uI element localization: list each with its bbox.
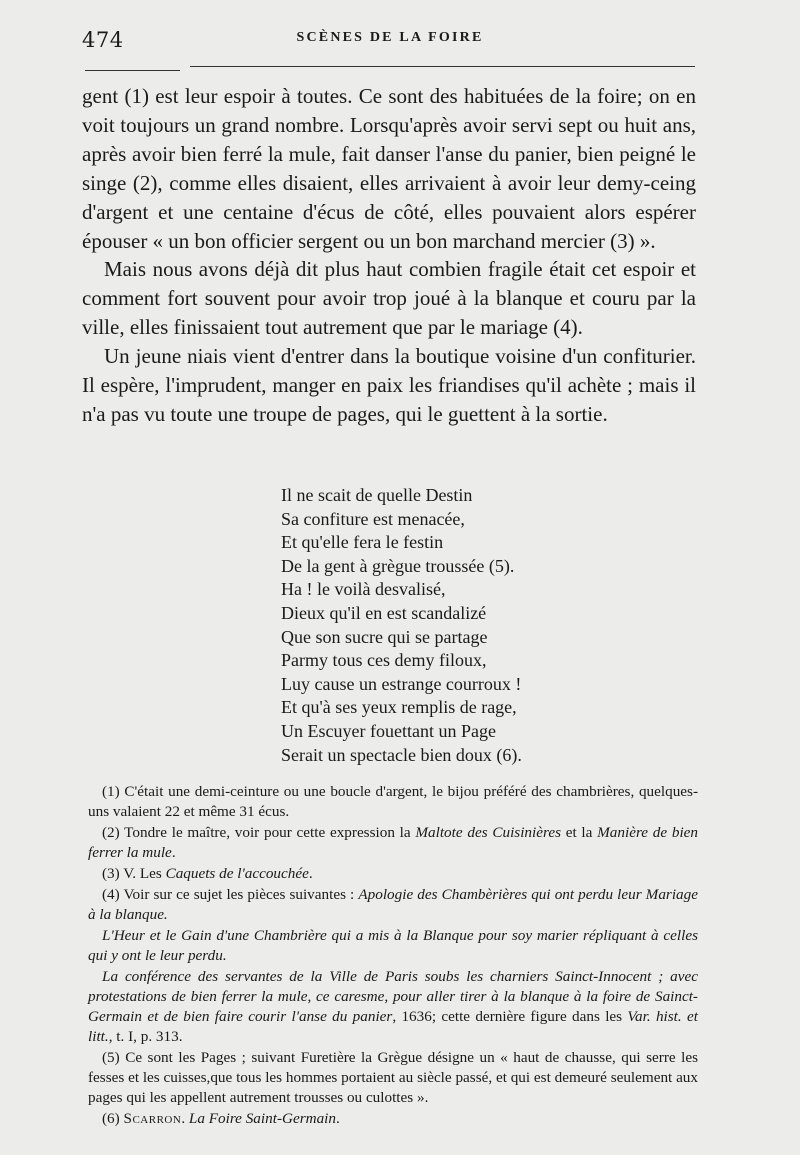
footnote-text: .: [171, 844, 176, 861]
paragraph-1: gent (1) est leur espoir à toutes. Ce sont des habituées de la foire; on en voit toujours un grand nombre. Lorsqu'après avoir servi sept ou huit ans, après avoir bien ferré la mule, fait danser l'anse du panier, bien peigné le singe (2), comme elles disaient, elles arrivaient à avoir leur demy-ceing d'argent et une centaine d'écus de côté, elles pouvaient alors espérer épouser « un bon officier sergent ou un bon marchand mercier (3) ».: [82, 84, 696, 253]
verse-line: Luy cause un estrange courroux !: [281, 673, 522, 694]
verse-line: Et qu'à ses yeux remplis de rage,: [281, 697, 517, 718]
cited-title: Apologie des Chambèrières qui ont perdu leur Mariage à la blanque.: [88, 886, 698, 923]
cited-title: Caquets de l'accouchée: [165, 865, 309, 882]
footnote-text: (3) V. Les: [102, 865, 166, 882]
footnote-4-title-2: L'Heur et le Gain d'une Chambrière qui a mis à la Blanque pour soy marier répliquant à celles qui y ont le leur perdu.: [88, 927, 698, 964]
verse-line: Parmy tous ces demy filoux,: [281, 650, 487, 671]
verse-line: Dieux qu'il en est scandalizé: [281, 602, 487, 623]
verse-line: Il ne scait de quelle Destin: [281, 485, 473, 505]
verse-line: De la gent à grègue troussée (5).: [281, 555, 515, 576]
footnote-5: (5) Ce sont les Pages ; suivant Furetière la Grègue désigne un « haut de chausse, qui serre les fesses et les cuisses,que tous les hommes portaient au siècle passé, et qui est demeuré seulement aux pages qui les appellent autrement trousses ou culottes ».: [88, 1049, 698, 1106]
verse-line: Serait un spectacle bien doux (6).: [281, 744, 522, 765]
footnote-text: .: [181, 1110, 189, 1127]
footnote-1: (1) C'était une demi-ceinture ou une boucle d'argent, le bijou préféré des chambrières, quelques-uns valaient 22 et même 31 écus.: [88, 783, 698, 820]
paragraph-3: Un jeune niais vient d'entrer dans la boutique voisine d'un confiturier. Il espère, l'imprudent, manger en paix les friandises qu'il achète ; mais il n'a pas vu toute une troupe de pages, qui le guettent à la sortie.: [82, 344, 696, 426]
footnote-3: [88, 864, 698, 884]
footnote-text: (4) Voir sur ce sujet les pièces suivantes :: [102, 886, 359, 903]
cited-title: Maltote des Cuisinières: [415, 824, 561, 841]
header-rule-left: [85, 70, 180, 71]
footnote-text: .: [308, 865, 313, 882]
verse-quotation: [281, 484, 611, 767]
page-header: [82, 26, 698, 56]
verse-line: Un Escuyer fouettant un Page: [281, 720, 496, 741]
footnote-text: (6): [102, 1110, 124, 1127]
cited-title: La conférence des servantes de la Ville de Paris soubs les charniers Sainct-Innocent ; avec protestations de bien ferrer la mule, ce caresme, pour aller tirer à la blanque à la foire de Sainct-Germain et de bien faire courir l'anse du panier: [88, 968, 698, 1025]
header-rule-right: [190, 66, 695, 67]
footnote-4-title-3: [88, 967, 698, 1047]
cited-title: Var. hist. et litt.: [88, 1008, 698, 1045]
footnote-text: et la: [560, 824, 598, 841]
page-number: 474: [82, 28, 124, 52]
footnote-text: (2) Tondre le maître, voir pour cette expression la: [102, 824, 416, 841]
cited-title: La Foire Saint-Germain: [188, 1110, 336, 1127]
footnote-text: , 1636; cette dernière figure dans les: [392, 1008, 628, 1025]
running-title: SCÈNES DE LA FOIRE: [296, 30, 484, 45]
footnote-text: .: [336, 1110, 340, 1127]
footnotes: [88, 782, 698, 1130]
verse-line: Et qu'elle fera le festin: [281, 532, 444, 553]
footnote-text: , t. I, p. 313.: [108, 1028, 183, 1045]
footnote-2: [88, 823, 698, 863]
cited-title: Manière de bien ferrer la mule: [88, 824, 699, 861]
author-name: Scarron: [123, 1110, 182, 1127]
footnote-6: [88, 1109, 698, 1129]
verse-line: Ha ! le voilà desvalisé,: [281, 579, 446, 600]
verse-line: Que son sucre qui se partage: [281, 626, 488, 647]
paragraph-2: Mais nous avons déjà dit plus haut combien fragile était cet espoir et comment fort souvent pour avoir trop joué à la blanque et couru par la ville, elles finissaient tout autrement que par le mariage (4).: [82, 257, 696, 340]
body-text: [82, 82, 696, 429]
footnote-4: [88, 885, 698, 925]
verse-line: Sa confiture est menacée,: [281, 508, 465, 529]
